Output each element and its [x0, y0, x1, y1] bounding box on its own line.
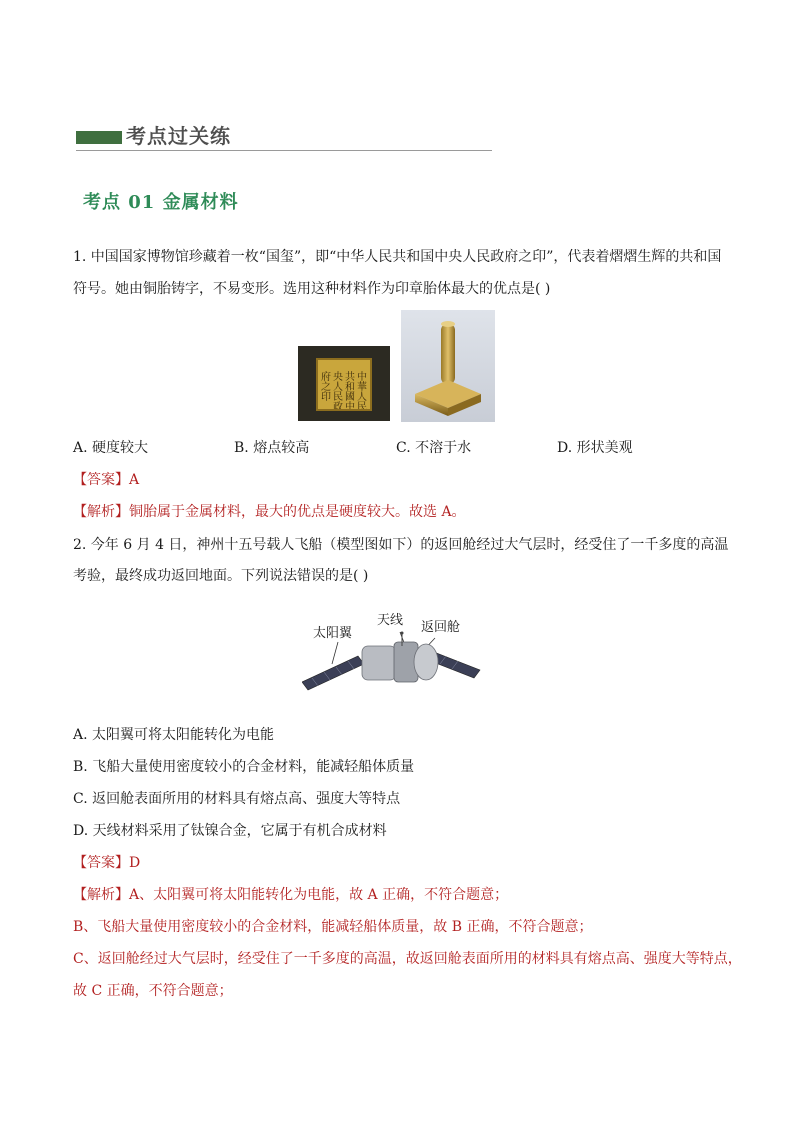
q1-option-c: C. 不溶于水	[396, 440, 472, 456]
section-divider	[76, 150, 492, 151]
q1-answer-tag: 【答案】	[73, 472, 129, 488]
spacecraft-figure	[302, 612, 482, 692]
q2-analysis-line2: B、飞船大量使用密度较小的合金材料，能减轻船体质量，故 B 正确，不符合题意；	[73, 919, 593, 935]
q2-answer-value: D	[129, 855, 141, 871]
q1-option-d: D. 形状美观	[557, 440, 633, 456]
topic-title: 考点 01 金属材料	[83, 192, 239, 213]
seal-col-1: 中華人民	[354, 371, 366, 409]
label-solar-wing: 太阳翼	[313, 626, 353, 641]
q2-text-line2: 考验，最终成功返回地面。下列说法错误的是( )	[73, 568, 369, 584]
q1-answer-value: A	[129, 472, 140, 488]
q1-analysis-tag: 【解析】	[73, 504, 129, 520]
q2-analysis-text-1: A、太阳翼可将太阳能转化为电能，故 A 正确，不符合题意；	[129, 887, 509, 903]
seal-col-4: 府之印	[318, 371, 330, 401]
section-header-bar	[76, 131, 122, 144]
seal-col-2: 共和國中	[342, 371, 354, 409]
q2-analysis-tag: 【解析】	[73, 887, 129, 903]
label-return-capsule: 返回舱	[421, 620, 461, 635]
label-antenna: 天线	[377, 613, 404, 628]
seal-side-image	[401, 310, 495, 422]
q2-option-b: B. 飞船大量使用密度较小的合金材料，能减轻船体质量	[73, 759, 415, 775]
q2-answer	[73, 853, 140, 873]
q2-option-a: A. 太阳翼可将太阳能转化为电能	[73, 727, 275, 743]
seal-characters	[318, 360, 370, 409]
q2-analysis-line3: C、返回舱经过大气层时，经受住了一千多度的高温，故返回舱表面所用的材料具有熔点高、强度大等特点，	[73, 951, 742, 967]
seal-face-image	[298, 346, 390, 421]
q1-option-a: A. 硬度较大	[73, 440, 149, 456]
section-title: 考点过关练	[126, 124, 231, 148]
q2-analysis-line4: 故 C 正确，不符合题意；	[73, 983, 233, 999]
q1-text-line2: 符号。她由铜胎铸字，不易变形。选用这种材料作为印章胎体最大的优点是( )	[73, 281, 551, 297]
q2-answer-tag: 【答案】	[73, 855, 129, 871]
q1-option-b: B. 熔点较高	[234, 440, 310, 456]
q2-option-c: C. 返回舱表面所用的材料具有熔点高、强度大等特点	[73, 791, 401, 807]
q1-answer	[73, 470, 139, 490]
q2-analysis-line1	[73, 885, 508, 905]
q1-text-line1: 1. 中国国家博物馆珍藏着一枚“国玺”，即“中华人民共和国中央人民政府之印”，代表着熠熠生辉的共和国	[73, 249, 722, 265]
q2-option-d: D. 天线材料采用了钛镍合金，它属于有机合成材料	[73, 823, 387, 839]
q2-text-line1: 2. 今年 6 月 4 日，神州十五号载人飞船（模型图如下）的返回舱经过大气层时，经受住了一千多度的高温	[73, 537, 729, 553]
q1-analysis-text: 铜胎属于金属材料，最大的优点是硬度较大。故选 A。	[129, 504, 466, 520]
seal-col-3: 央人民政	[330, 371, 342, 409]
q1-analysis	[73, 502, 466, 522]
